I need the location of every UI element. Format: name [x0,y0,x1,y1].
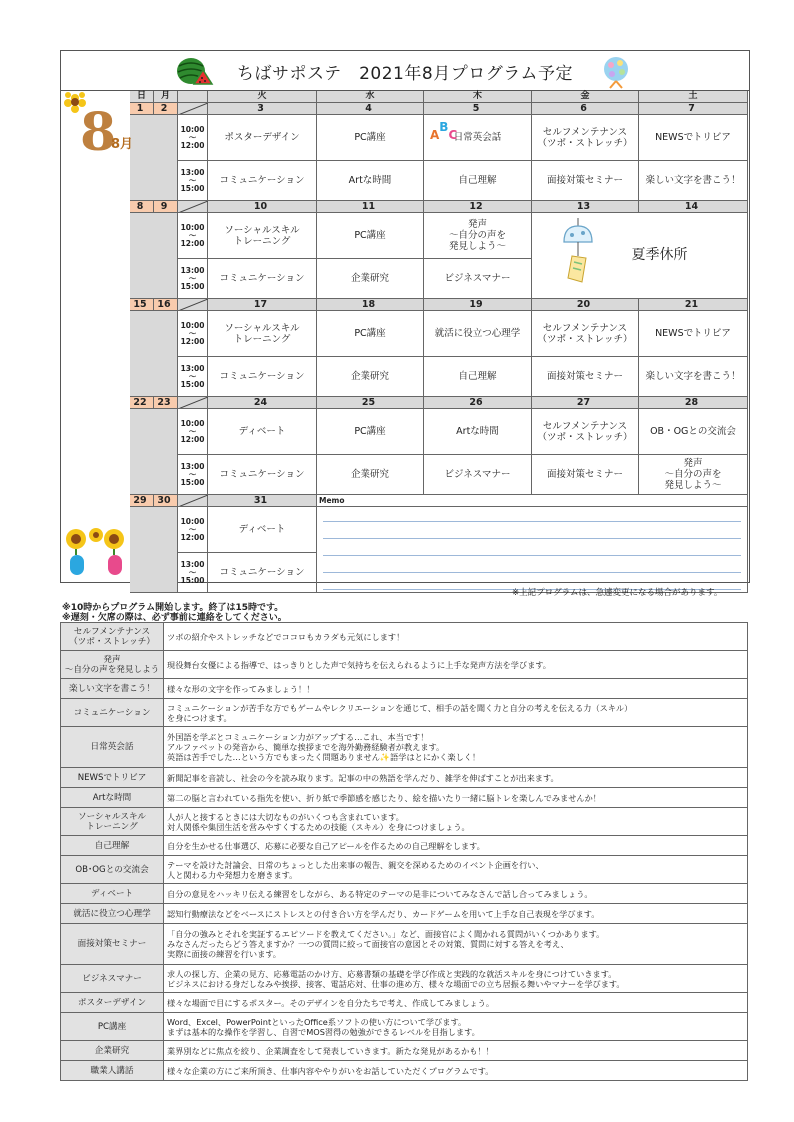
program-description: ツボの紹介やストレッチなどでココロもカラダも元気にします！ [164,623,748,651]
program-am[interactable]: PC講座 [317,409,424,455]
program-description: 認知行動療法などをベースにストレスとの付き合い方を学んだり、カードゲームを用いて上手な自己表現を学びます。 [164,904,748,924]
closed-label: 夏季休所 [631,247,688,263]
date-mon: 16 [154,299,178,311]
weekend-closed [130,409,178,495]
program-pm[interactable]: 発声 ～自分の声を 発見しよう～ [639,455,748,495]
date-cell: 3 [208,103,317,115]
program-am[interactable]: 就活に役立つ心理学 [424,311,532,357]
program-am[interactable]: ディベート [208,409,317,455]
program-pm[interactable]: 面接対策セミナー [532,357,639,397]
date-cell: 24 [208,397,317,409]
description-row [61,1013,748,1041]
description-row [61,1041,748,1061]
program-am[interactable]: ポスターデザイン [208,115,317,161]
description-row [61,788,748,808]
program-name: 自己理解 [61,836,164,856]
date-slash [178,299,208,311]
program-pm[interactable]: コミュニケーション [208,553,317,593]
description-row [61,836,748,856]
date-cell: 13 [532,201,639,213]
weekday-header-mon: 月 [154,91,178,103]
time-pm: 13:00 ～15:00 [178,259,208,299]
program-name: 職業人講話 [61,1061,164,1081]
program-description: Word、Excel、PowerPointといったOffice系ソフトの使い方について学びます。 まずは基本的な操作を学習し、自習でMOS習得の勉強ができるレベルを目指します。 [164,1013,748,1041]
program-pm[interactable]: 面接対策セミナー [532,455,639,495]
program-name: ビジネスマナー [61,965,164,993]
description-row [61,623,748,651]
description-row [61,727,748,768]
date-cell: 14 [639,201,748,213]
date-mon: 9 [154,201,178,213]
abc-badge-icon: ABC [430,120,458,142]
description-row [61,904,748,924]
program-description: 「自分の強みとそれを実証するエピソードを教えてください。」など、面接官によく聞かれる質問がいくつかあります。 みなさんだったらどう答えますか？一つの質問に絞って面接官の意図とその対策、質問に対する答えを考え、 実際に面接の練習を行います。 [164,924,748,965]
description-row [61,1061,748,1081]
program-am[interactable]: Artな時間 [424,409,532,455]
date-cell: 10 [208,201,317,213]
time-pm: 13:00 ～15:00 [178,455,208,495]
svg-text:8: 8 [80,102,117,162]
program-name: PC講座 [61,1013,164,1041]
weekday-header-1: 水 [317,91,424,103]
memo-line [323,538,741,539]
date-cell: 25 [317,397,424,409]
program-pm[interactable]: 楽しい文字を書こう！ [639,357,748,397]
weekday-header-4: 土 [639,91,748,103]
memo-area [317,507,748,593]
program-description: 外国語を学ぶとコミュニケーション力がアップする…これ、本当です！ アルファベットの発音から、簡単な挨拶までを海外勤務経験者が教えます。 英語は苦手でした…という方でもまったく問題ありません✨語学はとにかく楽しく！ [164,727,748,768]
program-description: 現役舞台女優による指導で、はっきりとした声で気持ちを伝えられるように上手な発声方法を学びます。 [164,651,748,679]
date-cell: 18 [317,299,424,311]
program-name: コミュニケーション [61,699,164,727]
program-pm[interactable]: 自己理解 [424,161,532,201]
program-description: 様々な形の文字を作ってみましょう！！ [164,679,748,699]
weekend-closed [130,311,178,397]
memo-line [323,521,741,522]
program-description: 求人の探し方、企業の見方、応募電話のかけ方、応募書類の基礎を学び作成と実践的な就活スキルを身につけていきます。 ビジネスにおける身だしなみや挨拶、接客、電話応対、仕事の進め方、様々な場面での立ち居振る舞いやマナーを学びます。 [164,965,748,993]
program-name: 面接対策セミナー [61,924,164,965]
description-row [61,924,748,965]
date-mon: 2 [154,103,178,115]
date-slash [178,103,208,115]
program-am[interactable]: セルフメンテナンス （ツボ・ストレッチ） [532,115,639,161]
program-description: テーマを設けた討論会、日常のちょっとした出来事の報告、親交を深めるためのイベント企画を行い、 人と関わる力や発想力を磨きます。 [164,856,748,884]
program-name: 楽しい文字を書こう！ [61,679,164,699]
program-pm[interactable]: コミュニケーション [208,161,317,201]
program-description: 人が人と接するときには大切なものがいくつも含まれています。 対人関係や集団生活を営みやすくするための技能（スキル）を身につけましょう。 [164,808,748,836]
program-am[interactable]: ソーシャルスキル トレーニング [208,311,317,357]
date-cell: 21 [639,299,748,311]
description-row [61,808,748,836]
program-name: ポスターデザイン [61,993,164,1013]
date-cell: 20 [532,299,639,311]
program-pm[interactable]: ビジネスマナー [424,259,532,299]
date-cell: 12 [424,201,532,213]
month-label: 8月 [111,137,134,152]
program-description: 新聞記事を音読し、社会の今を読み取ります。記事の中の熟語を学んだり、雑学を伸ばすことが出来ます。 [164,768,748,788]
program-description: 業界別などに焦点を絞り、企業調査をして発表していきます。新たな発見があるかも！！ [164,1041,748,1061]
program-description: 第二の脳と言われている指先を使い、折り紙で季節感を感じたり、絵を描いたり一緒に脳トレを楽しんでみませんか！ [164,788,748,808]
memo-header [317,495,748,507]
date-mon: 30 [154,495,178,507]
date-cell: 17 [208,299,317,311]
program-am[interactable]: NEWSでトリビア [639,311,748,357]
program-pm[interactable]: コミュニケーション [208,455,317,495]
firework-icon [598,53,634,89]
date-cell: 31 [208,495,317,507]
program-pm[interactable]: 企業研究 [317,357,424,397]
program-am[interactable]: NEWSでトリビア [639,115,748,161]
program-am[interactable]: OB・OGとの交流会 [639,409,748,455]
program-pm[interactable]: Artな時間 [317,161,424,201]
weekend-closed [130,507,178,593]
program-am[interactable]: PC講座 [317,213,424,259]
time-am: 10:00 ～12:00 [178,115,208,161]
absence-note: ※遅刻・欠席の際は、必ず事前に連絡をしてください。 [62,613,287,623]
program-pm[interactable]: 企業研究 [317,455,424,495]
description-row [61,679,748,699]
date-cell: 26 [424,397,532,409]
date-sun: 8 [130,201,154,213]
program-am[interactable]: セルフメンテナンス （ツボ・ストレッチ） [532,409,639,455]
date-sun: 1 [130,103,154,115]
weekday-header-0: 火 [208,91,317,103]
program-pm[interactable]: 楽しい文字を書こう！ [639,161,748,201]
time-am: 10:00 ～12:00 [178,409,208,455]
date-cell: 28 [639,397,748,409]
program-name: ソーシャルスキル トレーニング [61,808,164,836]
program-pm[interactable]: ビジネスマナー [424,455,532,495]
weekday-header-2: 木 [424,91,532,103]
description-row [61,993,748,1013]
description-row [61,965,748,993]
program-description: 様々な企業の方にご来所頂き、仕事内容ややりがいをお話していただくプログラムです。 [164,1061,748,1081]
program-am[interactable]: PC講座 [317,311,424,357]
description-row [61,856,748,884]
date-cell: 11 [317,201,424,213]
date-mon: 23 [154,397,178,409]
program-name: OB･OGとの交流会 [61,856,164,884]
date-sun: 22 [130,397,154,409]
sunflower-characters-icon [62,525,130,583]
time-am: 10:00 ～12:00 [178,507,208,553]
program-name: 就活に役立つ心理学 [61,904,164,924]
memo-line [323,572,741,573]
date-cell: 5 [424,103,532,115]
start-note: ※10時からプログラム開始します。終了は15時です。 [62,603,284,613]
program-description: コミュニケーションが苦手な方でもゲームやレクリエーションを通じて、相手の話を聞く力と自分の考えを伝える力（スキル） を身につけます。 [164,699,748,727]
time-am: 10:00 ～12:00 [178,311,208,357]
weekend-closed [130,115,178,201]
description-row [61,768,748,788]
program-name: セルフメンテナンス （ツボ・ストレッチ） [61,623,164,651]
program-name: Artな時間 [61,788,164,808]
program-descriptions-table [60,622,748,1081]
memo-line [323,555,741,556]
program-name: 発声 ～自分の声を発見しよう [61,651,164,679]
time-pm: 13:00 ～15:00 [178,553,208,593]
program-pm[interactable]: 自己理解 [424,357,532,397]
program-am[interactable]: PC講座 [317,115,424,161]
program-am[interactable]: 発声 ～自分の声を 発見しよう～ [424,213,532,259]
page-title: ちばサポステ 2021年8月プログラム予定 [236,64,574,84]
memo-label: Memo [319,496,345,505]
program-description: 自分の意見をハッキリ伝える練習をしながら、ある特定のテーマの是非についてみなさんで話し合ってみましょう。 [164,884,748,904]
time-pm: 13:00 ～15:00 [178,357,208,397]
program-am[interactable]: ソーシャルスキル トレーニング [208,213,317,259]
time-am: 10:00 ～12:00 [178,213,208,259]
program-pm[interactable]: コミュニケーション [208,259,317,299]
date-cell: 4 [317,103,424,115]
description-row [61,651,748,679]
program-description: 様々な場面で目にするポスター。そのデザインを自分たちで考え、作成してみましょう。 [164,993,748,1013]
change-note: ※上記プログラムは、急遽変更になる場合があります。 [512,588,723,598]
description-row [61,884,748,904]
date-cell: 6 [532,103,639,115]
program-name: ディベート [61,884,164,904]
weekday-header-3: 金 [532,91,639,103]
description-row [61,699,748,727]
program-am[interactable]: 日常英会話 [424,115,532,161]
program-name: NEWSでトリビア [61,768,164,788]
program-am[interactable]: セルフメンテナンス （ツボ・ストレッチ） [532,311,639,357]
weekend-closed [130,213,178,299]
wind-chime-icon [558,218,598,288]
date-slash [178,397,208,409]
program-description: 自分を生かせる仕事選び、応募に必要な自己アピールを作るための自己理解をします。 [164,836,748,856]
title-row [60,50,750,91]
program-name: 日常英会話 [61,727,164,768]
date-sun: 29 [130,495,154,507]
program-am[interactable]: ディベート [208,507,317,553]
date-sun: 15 [130,299,154,311]
time-pm: 13:00 ～15:00 [178,161,208,201]
weekday-header-sun: 日 [130,91,154,103]
date-cell: 19 [424,299,532,311]
program-name: 企業研究 [61,1041,164,1061]
program-pm[interactable]: コミュニケーション [208,357,317,397]
program-pm[interactable]: 企業研究 [317,259,424,299]
date-cell: 27 [532,397,639,409]
date-cell: 7 [639,103,748,115]
date-slash [178,495,208,507]
date-slash [178,201,208,213]
program-pm[interactable]: 面接対策セミナー [532,161,639,201]
weekday-header-blank [178,91,208,103]
